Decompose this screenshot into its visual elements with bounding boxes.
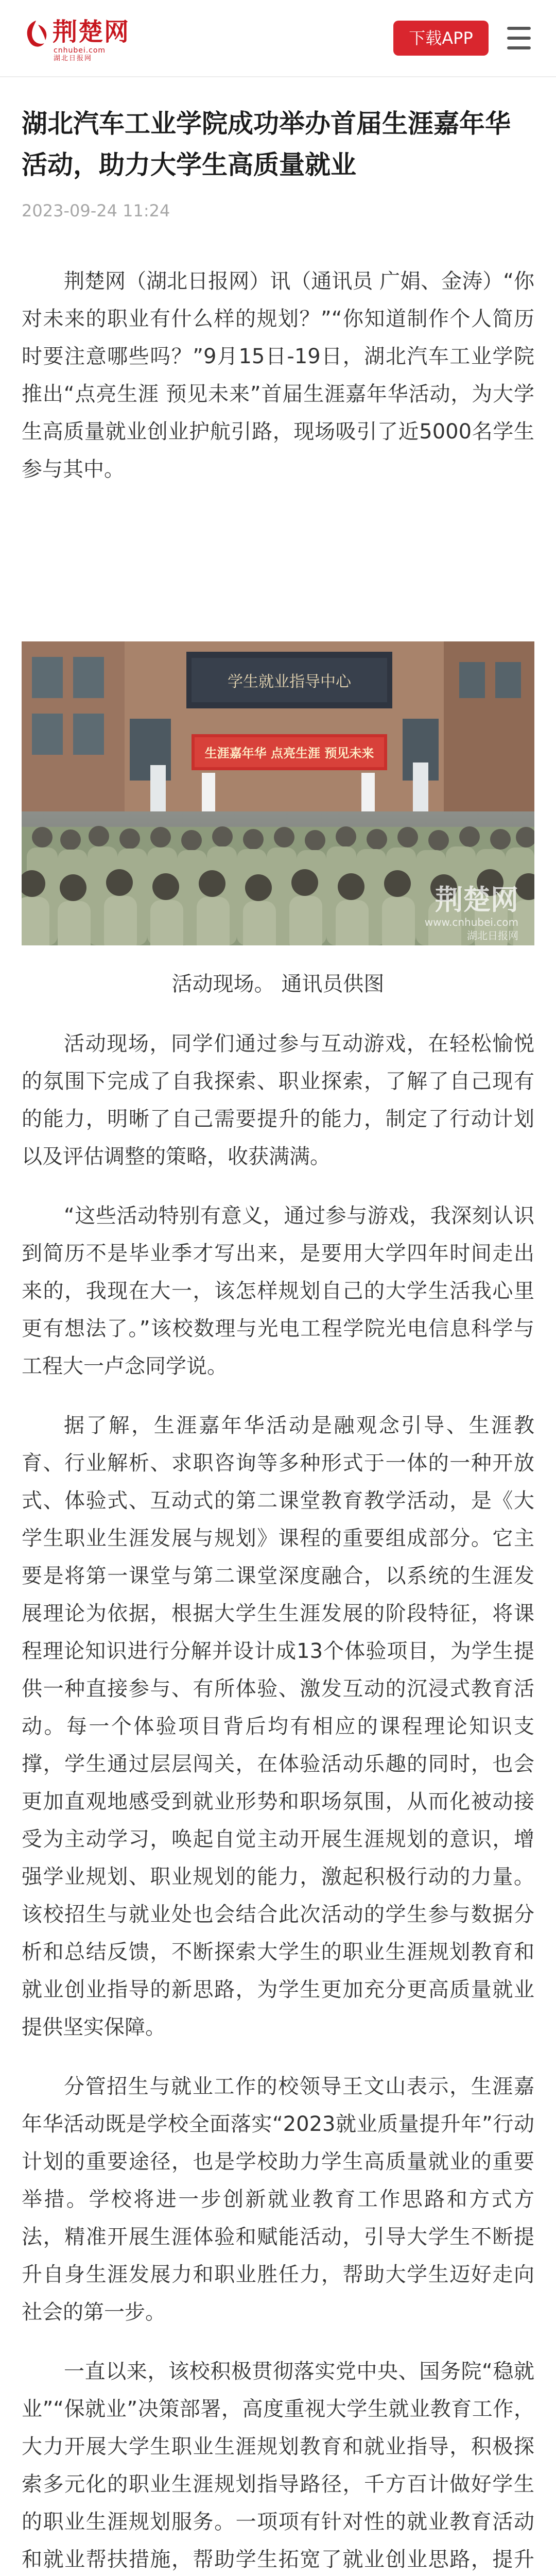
logo-text: 荆楚网 xyxy=(53,18,130,46)
event-banner-text: 生涯嘉年华 点亮生涯 预见未来 xyxy=(204,746,374,760)
article-photo[interactable] xyxy=(22,641,534,945)
article-paragraph: 分管招生与就业工作的校领导王文山表示，生涯嘉年华活动既是学校全面落实“2023就业质量提升年”行动计划的重要途径，也是学校助力学生高质量就业的重要举措。学校将进一步创新就业教育工作思路和方式方法，精准开展生涯体验和赋能活动，引导大学生不断提升自身生涯发展力和职业胜任力，帮助大学生迈好走向社会的第一步。 xyxy=(22,2075,534,2324)
watermark-subtitle: 湖北日报网 xyxy=(467,929,518,942)
logo-emblem-icon xyxy=(23,19,49,49)
article-paragraph: 一直以来，该校积极贯彻落实党中央、国务院“稳就业”“保就业”决策部署，高度重视大学生就业教育工作，大力开展大学生职业生涯规划教育和就业指导，积极探索多元化的职业生涯规划指导路径，千方百计做好学生的职业生涯规划服务。一项项有针对性的就业教育活动和就业帮扶措施，帮助学生拓宽了就业创业思路，提升 xyxy=(22,2360,534,2571)
event-scene-image xyxy=(22,641,534,945)
logo-domain: cnhubei.com xyxy=(54,46,106,55)
article xyxy=(22,103,534,488)
article-body xyxy=(22,1025,534,2576)
article-paragraph: 活动现场，同学们通过参与互动游戏，在轻松愉悦的氛围下完成了自我探索、职业探索，了解了自己现有的能力，明晰了自己需要提升的能力，制定了行动计划以及评估调整的策略，收获满满。 xyxy=(22,1032,534,1168)
watermark-text: 荆楚网 xyxy=(435,883,518,916)
download-app-button[interactable]: 下载APP xyxy=(393,21,489,56)
site-logo[interactable] xyxy=(23,16,136,63)
photo-caption: 活动现场。 通讯员供图 xyxy=(171,972,385,996)
article-paragraph: “这些活动特别有意义，通过参与游戏，我深刻认识到简历不是毕业季才写出来，是要用大学四年时间走出来的，我现在大一，该怎样规划自己的大学生活我心里更有想法了。”该校数理与光电工程学院光电信息科学与工程大一卢念同学说。 xyxy=(22,1204,534,1378)
publish-timestamp: 2023-09-24 11:24 xyxy=(22,201,170,221)
logo-subtitle: 湖北日报网 xyxy=(54,55,93,62)
article-paragraph: 据了解，生涯嘉年华活动是融观念引导、生涯教育、行业解析、求职咨询等多种形式于一体的一种开放式、体验式、互动式的第二课堂教育教学活动，是《大学生职业生涯发展与规划》课程的重要组成部分。它主要是将第一课堂与第二课堂深度融合，以系统的生涯发展理论为依据，根据大学生生涯发展的阶段特征，将课程理论知识进行分解并设计成13个体验项目，为学生提供一种直接参与、有所体验、激发互动的沉浸式教育活动。每一个体验项目背后均有相应的课程理论知识支撑，学生通过层层闯关，在体验活动乐趣的同时，也会更加直观地感受到就业形势和职场氛围，从而化被动接受为主动学习，唤起自觉主动开展生涯规划的意识，增强学业规划、职业规划的能力，激起积极行动的力量。该校招生与就业处也会结合此次活动的学生参与数据分析和总结反馈，不断探索大学生的职业生涯规划教育和就业创业指导的新思路，为学生更加充分更高质量就业提供坚实保障。 xyxy=(22,1414,534,2039)
building-sign-text: 学生就业指导中心 xyxy=(228,673,351,691)
article-intro-paragraph: 荆楚网（湖北日报网）讯（通讯员 广娟、金涛）“你对未来的职业有什么样的规划？”“你知道制作个人简历时要注意哪些吗？”9月15日-19日，湖北汽车工业学院推出“点亮生涯 预见未来”首届生涯嘉年华活动，为大学生高质量就业创业护航引路，现场吸引了近5000名学生参与其中。 xyxy=(22,269,534,481)
article-title: 湖北汽车工业学院成功举办首届生涯嘉年华活动，助力大学生高质量就业 xyxy=(22,109,511,180)
watermark-domain: www.cnhubei.com xyxy=(424,916,518,928)
top-navigation-bar xyxy=(0,0,556,77)
hamburger-menu-icon[interactable] xyxy=(507,27,531,49)
